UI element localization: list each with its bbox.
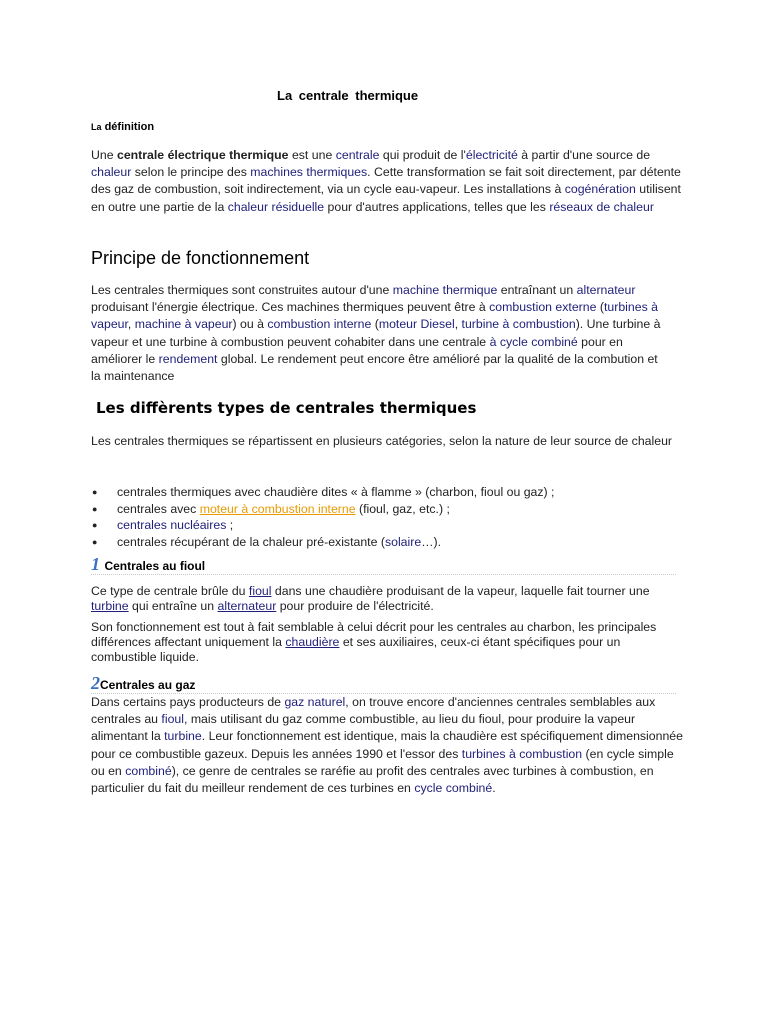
link-centrales-nucleaires[interactable]: centrales nucléaires [117,518,227,533]
page-title: La centrale thermique [277,88,419,103]
link-turbines-vapeur[interactable]: turbines à vapeur [91,300,658,332]
bullet-icon: ● [92,503,98,514]
link-alternateur-fioul[interactable]: alternateur [217,599,277,614]
link-moteur-diesel[interactable]: moteur Diesel [378,317,455,332]
types-list [91,484,691,550]
subtitle [91,121,154,133]
bullet-icon: ● [92,487,98,497]
link-fioul[interactable]: fioul [248,584,272,598]
link-moteur-combustion-interne[interactable]: moteur à combustion interne [199,501,356,516]
bullet-icon: ● [92,536,98,547]
link-turbine-combustion[interactable]: turbine à combustion [461,317,576,332]
link-machines-thermiques[interactable]: machines thermiques [250,165,368,180]
section-title: Centrales au gaz [100,678,196,692]
link-turbine[interactable]: turbine [91,599,129,614]
link-rendement[interactable]: rendement [158,351,218,366]
section-heading-types: Les diffèrents types de centrales thermiques [96,399,477,417]
link-cycle-combine[interactable]: à cycle combiné [489,334,578,349]
fioul-paragraph-1: Ce type de centrale brûle du fioul dans une chaudière produisant de la vapeur, laquelle fait tourner une turbine qui entraîne un alternateur pour produire de l'électricité. [91,584,650,614]
gaz-paragraph: Dans certains pays producteurs de gaz naturel, on trouve encore d'anciennes centrales semblables aux centrales au fioul, mais utilisant du gaz comme combustible, au lieu du fioul, pour produire la vapeur alimentant la turbine. Leur fonctionnement est identique, mais la chaudière est spécifiquement dimensionnée pour ce combustible gazeux. Depuis les années 1990 et l'essor des turbines à combustion (en cycle simple ou en combiné), ce genre de centrales se raréfie au profit des centrales avec turbines à combustion, en particulier du fait du meilleur rendement de ces turbines en cycle combiné. [91,695,683,796]
intro-paragraph: Une centrale électrique thermique est une centrale qui produit de l'électricité à partir d'une source de chaleur selon le principe des machines thermiques. Cette transformation se fait soit directement, par détente des gaz de combustion, soit indirectement, via un cycle eau-vapeur. Les installations à cogénération utilisent en outre une partie de la chaleur résiduelle pour d'autres applications, telles que les réseaux de chaleur [91,148,681,214]
section-heading-fioul [91,554,676,575]
link-machine-thermique[interactable]: machine thermique [392,283,498,297]
link-reseaux-chaleur[interactable]: réseaux de chaleur [549,199,654,214]
link-combine[interactable]: combiné [125,763,172,778]
link-solaire[interactable]: solaire [384,534,422,549]
link-chaleur-residuelle[interactable]: chaleur résiduelle [227,199,325,214]
principe-paragraph: Les centrales thermiques sont construites autour d'une machine thermique entraînant un alternateur produisant l'énergie électrique. Ces machines thermiques peuvent être à combustion externe (turbines à vapeur, machine à vapeur) ou à combustion interne (moteur Diesel, turbine à combustion). Une turbine à vapeur et une turbine à combustion peuvent cohabiter dans une centrale à cycle combiné pour en améliorer le rendement global. Le rendement peut encore être amélioré par la qualité de la combution et la maintenance [91,283,661,384]
section-title: Centrales au fioul [104,559,206,573]
link-combustion-externe[interactable]: combustion externe [489,300,597,315]
link-fioul-gaz[interactable]: fioul [161,712,184,727]
link-combustion-interne[interactable]: combustion interne [267,317,372,332]
subtitle-text: définition [104,121,155,133]
link-chaudiere[interactable]: chaudière [285,635,340,650]
section-number: 1 [91,554,100,574]
bullet-icon: ● [92,520,98,531]
list-item: ● centrales récupérant de la chaleur pré-existante (solaire…). [92,534,441,549]
link-cogeneration[interactable]: cogénération [564,182,636,197]
link-electricite[interactable]: électricité [465,148,518,162]
link-chaleur[interactable]: chaleur [91,165,132,180]
list-item: ● centrales thermiques avec chaudière dites « à flamme » (charbon, fioul ou gaz) ; [92,485,555,499]
link-centrale[interactable]: centrale [335,148,380,162]
section-number: 2 [91,673,100,693]
link-machine-vapeur[interactable]: machine à vapeur [134,317,233,332]
link-turbine-gaz[interactable]: turbine [164,729,202,744]
fioul-paragraph-2: Son fonctionnement est tout à fait semblable à celui décrit pour les centrales au charbon, les principales différences affectant uniquement la chaudière et ses auxiliaires, ceux-ci étant spécifiques pour un combustible liquide. [91,620,657,665]
link-alternateur[interactable]: alternateur [576,283,636,297]
subtitle-article: La [91,122,102,132]
list-item: ● centrales nucléaires ; [92,518,234,533]
link-cycle-combine-gaz[interactable]: cycle combiné [414,781,493,796]
bold-term: centrale électrique thermique [116,148,289,162]
section-heading-gaz [91,673,676,694]
types-intro-paragraph: Les centrales thermiques se répartissent en plusieurs catégories, selon la nature de leur source de chaleur [91,434,673,448]
link-turbines-combustion[interactable]: turbines à combustion [461,746,583,761]
list-item: ● centrales avec moteur à combustion interne (fioul, gaz, etc.) ; [92,501,450,516]
section-heading-principe: Principe de fonctionnement [91,248,310,268]
link-gaz-naturel[interactable]: gaz naturel [284,695,346,709]
